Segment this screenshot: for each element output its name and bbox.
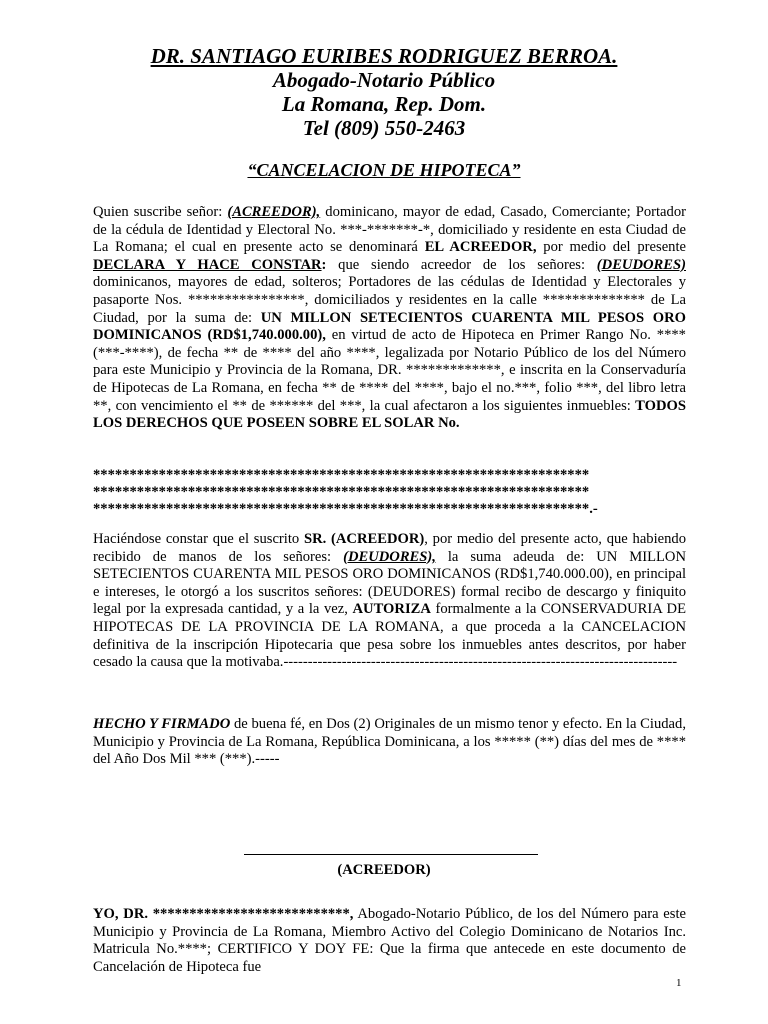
acreedor-label: (ACREEDOR), [227,204,321,220]
text-span: formalmente a la CONSERVADURIA DE HIPOTECAS DE LA PROVINCIA DE LA ROMANA, a que proceda a la CANCELACION definitiva de la inscripción Hipotecaria que pesa sobre los inmuebles antes descritos, por haber cesado la causa que la motivaba.--------------------------------------------------------------------------------- [93,601,687,671]
signature-name: (ACREEDOR) [337,862,431,878]
paragraph-notary [93,906,686,976]
redacted-line: ******************************************************************** [93,467,590,483]
document-title: “CANCELACION DE HIPOTECA” [247,160,521,180]
letterhead [0,44,768,140]
deudores-label: (DEUDORES), [343,548,436,565]
hecho-label: HECHO Y FIRMADO [93,716,231,732]
text-span: Abogado-Notario Público, de los del Número para este Municipio y Provincia de La Romana, Miembro Activo del Colegio Dominicano de Notarios Inc. Matricula No.****; CERTIFICO Y DOY FE: Que la firma que antecede en este documento de Cancelación de Hipoteca fue [93,906,686,975]
sr-acreedor-label: SR. (ACREEDOR) [303,531,425,547]
text-span: Haciéndose constar que el suscrito [93,531,304,547]
lawyer-role: Abogado-Notario Público [272,68,496,92]
text-span: dominicanos, mayores de edad, solteros; Portadores de las cédulas de Identidad y Electorales y pasaporte Nos. ****************, domiciliados y residentes en la calle ************** de La Ciudad, por la suma de: [93,274,686,326]
text-span: por medio del presente [536,239,687,256]
text-span: Quien suscribe señor: [93,204,228,220]
redacted-line: ********************************************************************.- [93,501,598,517]
text-span: , por medio del presente acto, que habiendo recibido de manos de los señores: [93,531,687,565]
lawyer-city: La Romana, Rep. Dom. [281,92,487,116]
signature-line [244,854,538,855]
paragraph-signed [93,716,686,769]
amount-label: UN MILLON SETECIENTOS CUARENTA MIL PESOS ORO DOMINICANOS (RD$1,740.000.00), [93,309,687,344]
text-span: de buena fé, en Dos (2) Originales de un mismo tenor y efecto. En la Ciudad, Municipio y Provincia de La Romana, República Dominicana, a los ***** (**) días del mes de **** del Año Dos Mil *** (***).----- [93,716,686,768]
text-span: dominicano, mayor de edad, Casado, Comerciante; Portador de la cédula de Identidad y Electoral No. ***-*******-*, domiciliado y residente en esta Ciudad de La Romana; el cual en presente acto se denominará [93,204,686,256]
colon: : [321,256,327,273]
paragraph-receipt [93,531,686,672]
derechos-label: TODOS LOS DERECHOS QUE POSEEN SOBRE EL SOLAR No. [93,397,686,432]
page-number: 1 [676,977,682,989]
redacted-line: ******************************************************************** [93,484,590,500]
autoriza-label: AUTORIZA [352,601,431,618]
declara-label: DECLARA Y HACE CONSTAR [93,256,322,273]
text-span: la suma adeuda de: UN MILLON SETECIENTOS CUARENTA MIL PESOS ORO DOMINICANOS (RD$1,740.000.00), en principal e intereses, le otorgó a los suscritos señores: (DEUDORES) formal recibo de descargo y finiquito legal por la expresada cantidad, y a la vez, [93,548,686,618]
deudores-label: (DEUDORES) [596,256,686,273]
lawyer-name: DR. SANTIAGO EURIBES RODRIGUEZ BERROA. [150,44,618,68]
text-span: que siendo acreedor de los señores: [326,256,597,273]
text-span: en virtud de acto de Hipoteca en Primer Rango No. **** (***-****), de fecha ** de **** del año ****, legalizada por Notario Público de los del Número para este Municipio y Provincia de la Romana, DR. *************, e inscrita en la Conservaduría de Hipotecas de La Romana, en fecha ** de **** del ****, bajo el no.***, folio ***, del libro letra **, con vencimiento el ** de ****** del ***, la cual afectaron a los siguientes inmuebles: [93,327,686,414]
el-acreedor-label: EL ACREEDOR, [424,239,537,256]
paragraph-declaration [93,204,686,433]
lawyer-phone: Tel (809) 550-2463 [302,116,466,140]
notary-label: YO, DR. ***************************, [93,906,354,922]
